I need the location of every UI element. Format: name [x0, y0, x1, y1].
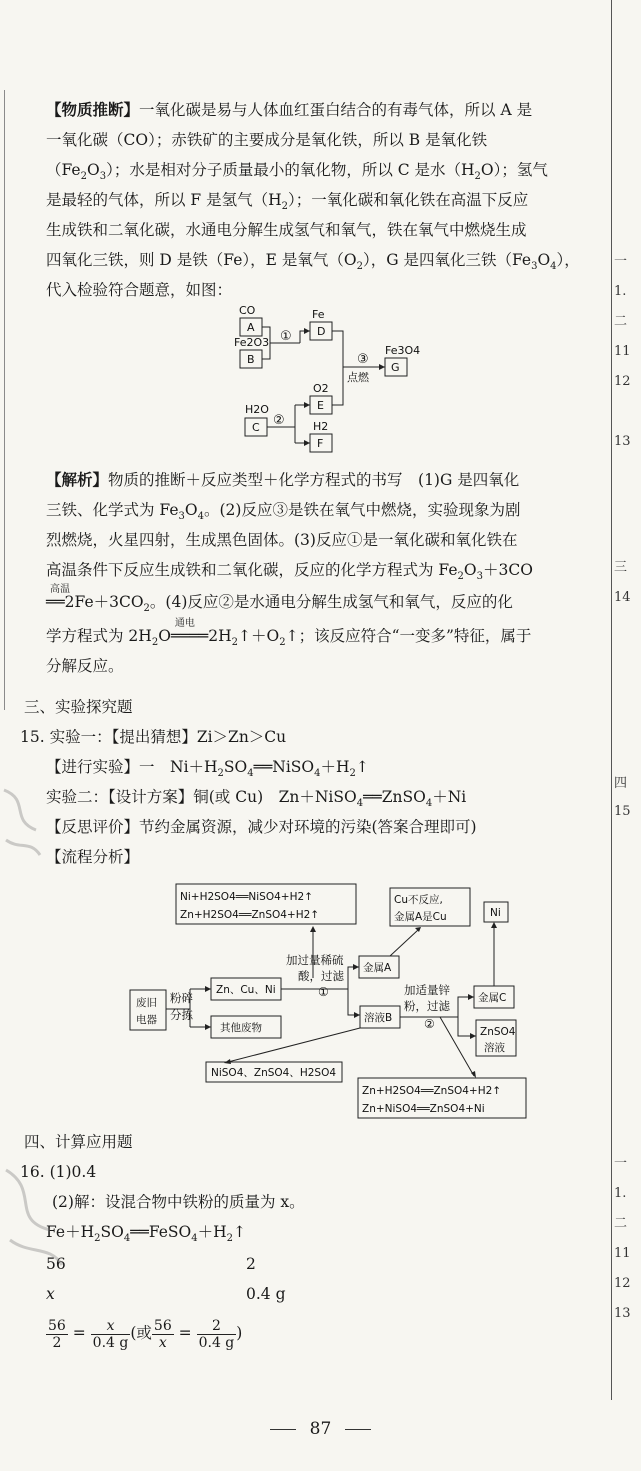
connector-DE — [332, 331, 385, 405]
q15-line5: 【流程分析】 — [46, 848, 140, 866]
fraction — [46, 1318, 68, 1351]
label-cond3: 点燃 — [347, 371, 369, 384]
margin-fragment: 一 — [614, 254, 628, 269]
margin-fragment: 三 — [614, 560, 628, 575]
arrowhead — [354, 1012, 360, 1018]
text: 0.4 g — [246, 1285, 286, 1303]
text: 2Fe＋3CO — [64, 593, 144, 611]
tag-inference: 【物质推断】 — [46, 100, 140, 119]
arrowhead — [468, 994, 474, 1000]
q16-part1: 16. (1)0.4 — [20, 1163, 97, 1181]
text: 56 — [48, 1317, 66, 1334]
text: ══ZnSO — [363, 788, 426, 806]
margin-fragment: 11 — [614, 1246, 631, 1261]
margin-fragment: 1. — [614, 1186, 627, 1201]
step1-line1: 加过量稀硫 — [286, 953, 344, 967]
label-D-top: Fe — [312, 308, 325, 321]
text: (或 — [130, 1324, 152, 1342]
ni-label: Ni — [490, 907, 501, 919]
inference-diagram — [225, 300, 425, 460]
left-binding-line — [4, 90, 5, 710]
q16-equation: $Fe+H_2SO_4══FeSO_4+H_2↑$ — [46, 1223, 247, 1245]
text: 0.4 g — [198, 1334, 235, 1351]
text: 87 — [309, 1419, 332, 1439]
margin-fragment: 14 — [614, 590, 631, 605]
margin-fragment: 13 — [614, 1306, 631, 1321]
fraction — [152, 1318, 174, 1351]
para1-line6: 四氧化三铁，则 D 是铁（Fe），E 是氧气$(O_2)$，G 是四氧化三铁$(Fe_3O_4)$， — [46, 251, 580, 273]
znso4-line1: ZnSO4 — [480, 1026, 516, 1038]
metal-a-label: 金属A — [363, 962, 392, 974]
label-B: B — [247, 353, 255, 366]
label-G: G — [391, 361, 400, 374]
text: ↑＋O — [238, 627, 280, 645]
text: ）；水是相对分子质量最小的氧化物，所以 C 是水（H — [106, 161, 475, 179]
text: 一氧化碳是易与人体血红蛋白结合的有毒气体，所以 A 是 — [139, 101, 533, 119]
page-number — [0, 1419, 641, 1439]
label-D: D — [317, 325, 326, 338]
step2-line2: 粉，过滤 — [404, 999, 450, 1013]
eq1-line2: Zn+H2SO4══ZnSO4+H2↑ — [180, 909, 320, 921]
arrowhead — [205, 986, 211, 992]
text: 生成铁和二氧化碳，水通电分解生成氢气和氧气，铁在氧气中燃烧生成 — [46, 221, 527, 239]
text: O）；氢气 — [480, 161, 548, 179]
mix-label: Zn、Cu、Ni — [216, 984, 276, 996]
text: ＋3CO — [482, 561, 533, 579]
text: ) — [236, 1324, 243, 1342]
solution-mix-label: NiSO4、ZnSO4、H2SO4 — [211, 1067, 337, 1079]
label-A: A — [247, 321, 255, 334]
text: 分解反应。 — [46, 657, 124, 675]
q15-line1: 15. 实验一：【提出猜想】Zi＞Zn＞Cu — [20, 728, 287, 746]
label-G-top: Fe3O4 — [385, 344, 421, 357]
text: ），G 是四氧化三铁（Fe — [362, 251, 532, 269]
text: ↑；该反应符合“一变多”特征，属于 — [285, 627, 532, 645]
label-B-top: Fe2O3 — [234, 336, 270, 349]
text: 2H — [208, 627, 232, 645]
text: ）；一氧化碳和氧化铁在高温下反应 — [288, 191, 529, 209]
text: O — [158, 627, 171, 645]
para1-line5 — [46, 220, 606, 240]
text: 三铁、化学式为 Fe — [46, 501, 179, 519]
text: 2 — [197, 1318, 237, 1335]
text: ↑ — [233, 1223, 247, 1241]
watermark-stamp — [0, 780, 46, 860]
flow-diagram — [128, 878, 528, 1123]
text: ＋H — [320, 758, 350, 776]
label-r2: ② — [273, 413, 285, 428]
para2-line2: 三铁、化学式为 $Fe_3O_4$。(2)反应③是铁在氧气中燃烧，实验现象为剧 — [46, 501, 521, 523]
text: 。(2)反应③是铁在氧气中燃烧，实验现象为剧 — [203, 501, 521, 519]
para2-line5: 高温 $══2Fe+3CO_2$。(4)反应②是水通电分解生成氢气和氧气，反应的化 — [46, 592, 606, 619]
condition-arrow: 通电 ════ — [171, 626, 208, 646]
label-E: E — [317, 399, 324, 412]
fraction — [197, 1318, 237, 1351]
section4-title: 四、计算应用题 — [24, 1133, 133, 1151]
para1-line3: $(Fe_2O_3)$；水是相对分子质量最小的氧化物，所以 C 是水$(H_2O)$；氢气 — [46, 161, 548, 183]
text: Fe＋H — [46, 1223, 95, 1241]
text: ↑ — [355, 758, 369, 776]
eq1-line1: Ni+H2SO4══NiSO4+H2↑ — [180, 891, 313, 903]
text: 学方程式为 2H — [46, 627, 152, 645]
text: O — [537, 251, 551, 269]
text: 56 — [153, 1317, 172, 1334]
step1-number: ① — [318, 985, 329, 999]
text: 通电 — [174, 618, 195, 629]
q16-mass-row1 — [46, 1254, 606, 1274]
margin-fragment: 12 — [614, 1276, 631, 1291]
text: ══NiSO — [253, 758, 315, 776]
q16-part2: (2)解：设混合物中铁粉的质量为 x。 — [52, 1193, 305, 1211]
margin-fragment: 11 — [614, 344, 631, 359]
text: 。(4)反应②是水通电分解生成氢气和氧气，反应的化 — [149, 593, 513, 611]
arrowhead-D — [304, 328, 310, 334]
label-E-top: O2 — [313, 382, 329, 395]
arrowhead — [353, 964, 359, 970]
arrowhead — [491, 922, 497, 928]
flow-line-cu — [390, 930, 418, 956]
waste-line1: 废旧 — [136, 997, 157, 1009]
text: ）， — [556, 251, 580, 269]
solution-b-label: 溶液B — [364, 1012, 393, 1024]
para1-line4: 是最轻的气体，所以 F 是氢气$(H_2)$；一氧化碳和氧化铁在高温下反应 — [46, 191, 529, 213]
margin-fragment: 13 — [614, 434, 631, 449]
text: 0.4 g — [92, 1334, 129, 1351]
text: 四氧化三铁，则 D 是铁（Fe），E 是氧气（O — [46, 251, 357, 269]
text: （Fe — [46, 161, 81, 179]
eq2-line1: Zn+H2SO4══ZnSO4+H2↑ — [362, 1085, 502, 1097]
arrowhead — [415, 927, 421, 932]
text: 高温 — [50, 584, 70, 595]
text: 高温条件下反应生成铁和二氧化碳，反应的化学方程式为 Fe — [46, 561, 458, 579]
margin-fragment: 一 — [614, 1156, 628, 1171]
q16-ratio: $\frac{56}{2}$ = $\frac{x}{0.4 g}$ (或 $\frac{56}{x}$ = $\frac{2}{0.4 g}$ ) — [48, 1317, 243, 1351]
margin-fragment: 1. — [614, 284, 627, 299]
margin-fragment: 二 — [614, 1216, 628, 1231]
cu-line1: Cu不反应, — [394, 894, 443, 906]
text: 2 — [52, 1334, 62, 1351]
para1-line7 — [46, 280, 606, 300]
text: O — [463, 561, 477, 579]
text: O — [184, 501, 198, 519]
column-divider — [611, 0, 612, 1400]
watermark-stamp — [0, 1160, 70, 1270]
para2-line3 — [46, 530, 606, 550]
text: x — [46, 1285, 55, 1303]
text: 一氧化碳（CO）；赤铁矿的主要成分是氧化铁，所以 B 是氧化铁 — [46, 131, 488, 149]
label-r1: ① — [280, 329, 292, 344]
q15-line4: 【反思评价】节约金属资源，减少对环境的污染(答案合理即可) — [46, 818, 477, 836]
other-label: 其他废物 — [220, 1022, 262, 1034]
margin-fragment: 二 — [614, 314, 628, 329]
label-A-top: CO — [239, 304, 256, 317]
section3-title: 三、实验探究题 — [24, 698, 133, 716]
margin-fragment: 四 — [614, 776, 628, 791]
para2-line6: 学方程式为 $2H_2O$ 通电 $════2H_2↑+O_2↑$；该反应符合“一变多”特征，属于 — [46, 626, 606, 653]
label-C-top: H2O — [245, 403, 269, 416]
para1-line1 — [46, 100, 606, 120]
text: ══FeSO — [130, 1223, 192, 1241]
para2-line4: 高温条件下反应生成铁和二氧化碳，反应的化学方程式为 $Fe_2O_3+3CO$ — [46, 561, 533, 583]
text: SO — [100, 1223, 124, 1241]
text: x — [91, 1318, 131, 1335]
text: 2 — [246, 1255, 256, 1273]
eq2-line2: Zn+NiSO4══ZnSO4+Ni — [362, 1103, 485, 1115]
text: ＋H — [197, 1223, 227, 1241]
para2-line1 — [46, 470, 606, 490]
znso4-line2: 溶液 — [484, 1042, 505, 1054]
step2-line1: 加适量锌 — [404, 983, 450, 997]
waste-line2: 电器 — [136, 1014, 157, 1026]
q15-line3: 实验二：【设计方案】铜(或 Cu) Zn＋NiSO$_4$══ZnSO$_4$＋Ni — [46, 788, 467, 810]
step1-line2: 酸，过滤 — [298, 969, 344, 983]
margin-fragment: 15 — [614, 804, 631, 819]
label-r3: ③ — [357, 352, 369, 367]
text: 56 — [46, 1255, 66, 1273]
crush-line2: 分拣 — [170, 1008, 193, 1022]
q15-line2: 【进行实验】一 $Ni+H_2SO_4══NiSO_4+H_2↑$ — [46, 758, 369, 780]
text: 烈燃烧，火星四射，生成黑色固体。(3)反应①是一氧化碳和氧化铁在 — [46, 531, 518, 549]
tag-analysis: 【解析】 — [46, 470, 109, 489]
margin-fragment: 12 — [614, 374, 631, 389]
fraction — [91, 1318, 131, 1351]
metal-c-label: 金属C — [478, 992, 507, 1004]
cu-line2: 金属A是Cu — [394, 911, 447, 923]
arrowhead-F — [304, 440, 310, 446]
arrowhead-E — [304, 402, 310, 408]
flow-line-eq2 — [440, 1017, 474, 1076]
label-F-top: H2 — [313, 420, 329, 433]
q16-mass-row2 — [46, 1284, 606, 1304]
label-F: F — [317, 437, 324, 450]
text: 物质的推断＋反应类型＋化学方程式的书写 (1)G 是四氧化 — [108, 471, 520, 489]
text: 是最轻的气体，所以 F 是氢气（H — [46, 191, 282, 209]
text: x — [158, 1334, 167, 1351]
para1-line2 — [46, 130, 606, 150]
label-C: C — [252, 421, 260, 434]
text: 实验二：【设计方案】铜(或 Cu) Zn＋NiSO — [46, 788, 357, 806]
arrowhead — [310, 926, 316, 932]
crush-line1: 粉碎 — [170, 991, 193, 1005]
text: ＋Ni — [432, 788, 467, 806]
para2-line7 — [46, 656, 606, 676]
step2-number: ② — [424, 1017, 435, 1031]
text: O — [86, 161, 100, 179]
arrowhead — [470, 1033, 476, 1039]
text: SO — [223, 758, 248, 776]
condition-arrow: 高温 ══ — [46, 592, 65, 612]
text: 代入检验符合题意，如图： — [46, 281, 233, 299]
arrowhead — [205, 1024, 211, 1030]
text: 【进行实验】一 Ni＋H — [46, 758, 218, 776]
arrowhead-G — [379, 364, 385, 370]
